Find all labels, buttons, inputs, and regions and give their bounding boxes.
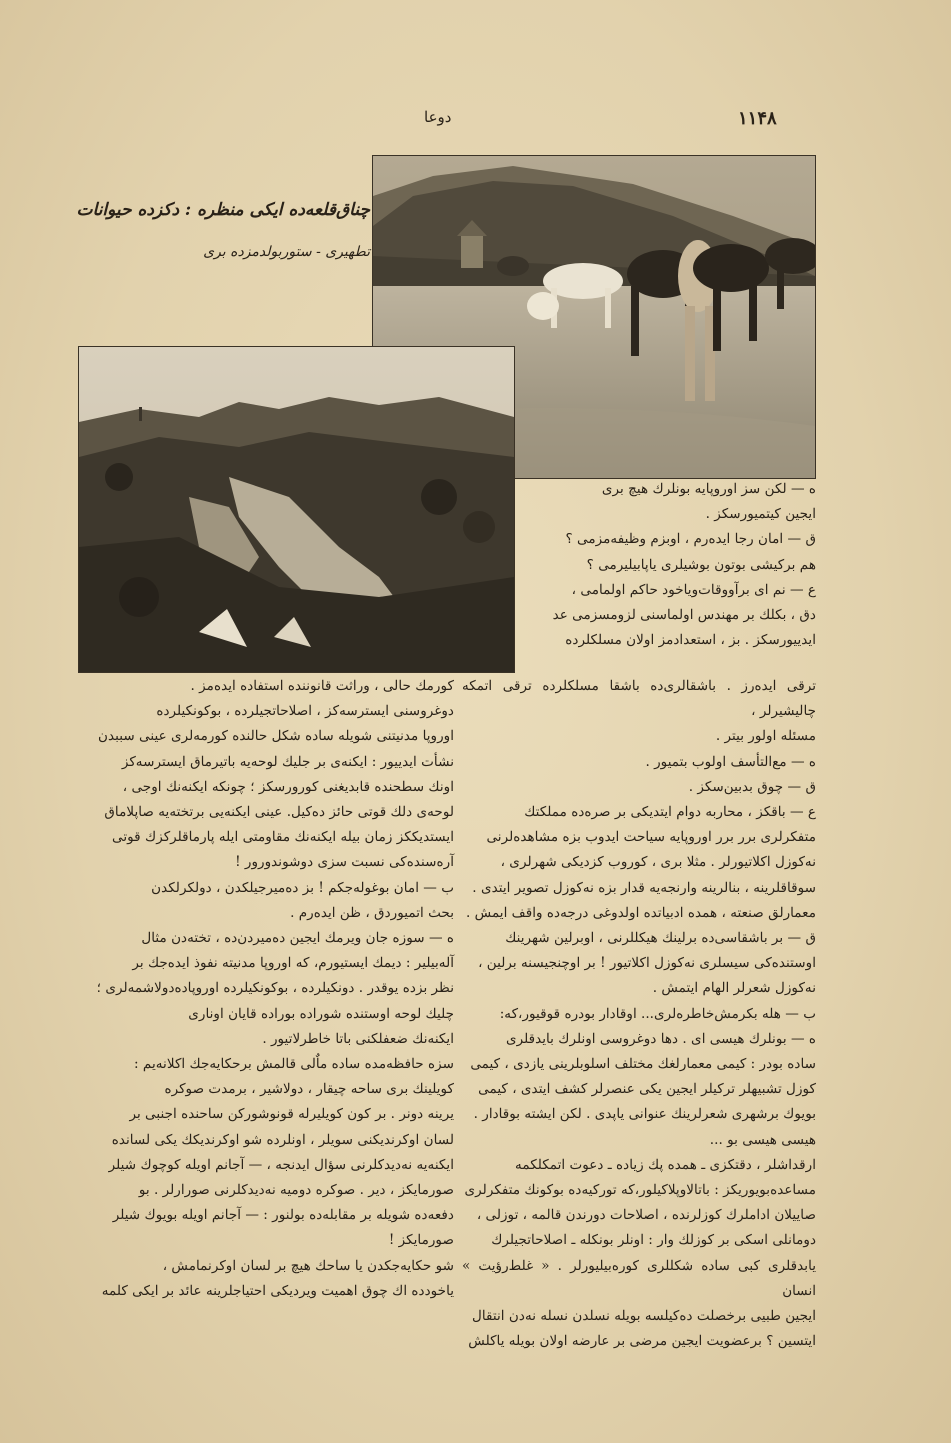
text-line: ب — هله بکرمش‌خاطره‌لری... اوقادار بودره قوقیور،که:: [499, 1005, 816, 1022]
text-line: کوزل تشبیهلر ترکیلر ایجین یکی عنصرلر کشف ایتدی ، کیمی: [478, 1081, 816, 1098]
text-line: ع — باقکز ، محاربه دوام ایتدیکی بر صره‌ده مملکتك: [524, 804, 816, 821]
photo-caption-subtitle: تطهیری - ستوربولدمزده بری: [203, 244, 370, 260]
text-line: معمارلق صنعته ، همده ادبیاتده اولدوغی درجه‌ده واقف ایمش .: [465, 904, 816, 921]
text-line: ایتسین ؟ برعضویت ایجین مرضی بر عارضه اولان بویله یاکلش: [468, 1333, 816, 1350]
text-line: هیسی هیسی بو ...: [709, 1131, 816, 1148]
text-line: یاخودده اك چوق اهمیت ویردیکی احتیاجلرینه عائد بر ایکی کلمه: [101, 1282, 454, 1299]
text-line: بویوك برشهری شعرلرینك عنوانی یاپدی . لکن ایشته بوقادار .: [473, 1106, 816, 1123]
text-line: ق — امان رجا ایدەرم ، اوبزم وظیفەمزمی ؟: [565, 531, 816, 548]
right-column-top: [516, 477, 816, 653]
text-line: دق ، بکلك بر مهندس اولماسنی لزومسزمی عد: [552, 607, 816, 624]
text-line: نشأت ایدییور : ایکنه‌ی بر جلیك لوحه‌یه باتیرماق ایسترسه‌کز: [121, 753, 454, 770]
text-line: کویلینك بری ساحه چیقار ، دولاشیر ، برمدت صوکره: [164, 1081, 454, 1098]
text-line: مسئله اولور بیتر .: [715, 728, 816, 745]
text-line: ترقی ایده‌رز . باشقالری‌ده باشقا مسلکلرده ترقی اتمکه چالیشیرلر ،: [462, 678, 816, 720]
text-line: شو حکایەجکدن یا ساحك هیچ بر لسان اوکرنمامش ،: [162, 1257, 454, 1274]
text-line: یرینه دونر . بر کون کویلیرله قونوشورکن ساحنده اجنبی بر: [129, 1106, 454, 1123]
text-line: ع — نم ای برآووقات‌ویاخود حاکم اولمامی ،: [571, 581, 816, 598]
text-line: ایدییورسکز . بز ، استعدادمز اولان مسلکلرده: [565, 632, 816, 649]
text-line: نه‌کوزل شعرلر الهام ایتمش .: [652, 980, 816, 997]
text-line: هم برکیشی بوتون بوشیلری یاپابیلیرمی ؟: [586, 556, 816, 573]
text-line: اوروپا مدنیتنی شویله ساده شکل حالنده کورمه‌لری عینی سببدن: [98, 728, 454, 745]
text-line: متفکرلری برر برر اوروپایه سیاحت ایدوب بزه مشاهده‌لرنی: [486, 829, 816, 846]
text-line: لوحه‌ی دلك قوتی حائز ده‌کیل. عینی ایکنه‌یی برتخته‌یه صاپلاماق: [104, 804, 454, 821]
text-line: ب — امان بوغولەجکم ! بز دەمیرجیلکدن ، دولکرلکدن: [151, 879, 454, 896]
text-line: سوقاقلرینه ، بنالرینه وارنجه‌یه قدار بزه نه‌کوزل تصویر ایتدی .: [472, 879, 816, 896]
text-line: صورمایکز ، دیر . صوکره دومیه نه‌دیدکلرنی صورارلر . بو: [138, 1182, 454, 1199]
text-line: ایجین کیتمیورسکز .: [705, 506, 816, 523]
text-line: اونك سطحنده قابدیغنی کورورسکز ؛ چونکه ایکنه‌نك اوجی ،: [122, 778, 454, 795]
right-column: [462, 674, 816, 1354]
text-line: ساده بودر : کیمی معمارلغك مختلف اسلوبلرینی یازدی ، کیمی: [470, 1056, 816, 1073]
text-line: صاییلان اداملرك کوزلرنده ، اصلاحات دورندن قالمه ، توزلی ،: [476, 1207, 816, 1224]
text-line: لسان اوکرندیکنی سویلر ، اونلرده شو اوکرندیکك یکی لسانده: [111, 1131, 454, 1148]
text-line: نظر بزده یوقدر . دونکیلرده ، بوکونکیلرده اوروپاده‌دولاشمه‌لری ؛: [96, 980, 454, 997]
journal-name: دوعا: [424, 108, 452, 126]
text-line: ه — سوزه جان ویرمك ایجین ده‌میردن‌ده ، تخته‌دن مثال: [141, 930, 454, 947]
text-line: یابدقلری کبی ساده شکللری کوره‌بیلیورلر . « غلط‌رؤیت » انسان: [462, 1257, 816, 1299]
text-line: ق — چوق بدبین‌سکز .: [688, 778, 816, 795]
page-number: ۱۱۴۸: [738, 108, 777, 129]
text-line: ه — لکن سز اوروپایه بونلرك هیچ بری: [601, 481, 816, 497]
text-line: ارقداشلر ، دقتکزی ـ همده پك زیاده ـ دعوت اتمکلکمه: [515, 1156, 816, 1173]
text-line: آره‌سنده‌کی نسبت سزی دوشوندورور !: [235, 854, 454, 871]
hillside-camp-photo: [78, 346, 515, 673]
text-line: ایکنه‌نك ضعفلکنی باتا خاطرلاتیور .: [262, 1030, 454, 1047]
text-line: دومانلی اسکی بر کوزلك وار : اونلر بونکله ـ اصلاحاتجیلرك: [491, 1232, 816, 1249]
text-line: ه — بونلرك هیسی ای . دها دوغروسی اونلرك بایدقلری: [505, 1030, 816, 1047]
text-line: دوغروسنی ایسترسه‌کز ، اصلاحاتجیلرده ، بوکونکیلرده: [156, 703, 454, 720]
text-line: سزه حافظه‌مده ساده ماٌلی قالمش برحکایه‌جك اکلانه‌یم :: [134, 1056, 454, 1073]
text-line: ه — مع‌التأسف اولوب بتمیور .: [645, 753, 816, 770]
text-line: ایستدیککز زمان بیله ایکنه‌نك مقاومتی ایله پارماقلرکزك قوتی: [112, 829, 454, 846]
text-line: نه‌کوزل اکلاتیورلر . مثلا بری ، کوروب کزدیکی شهرلری ،: [500, 854, 816, 871]
text-line: مساعده‌بویوریکز : باتالاوپلاکیلور،که تورکیه‌ده بوکونك متفکرلری: [464, 1182, 816, 1199]
text-line: صورمایکز !: [388, 1232, 454, 1249]
photo-caption-title: چناق‌قلعه‌ده ایکی منظره : دکزده حیوانات: [76, 200, 370, 220]
text-line: ق — بر باشقاسی‌ده برلینك هیکللرنی ، اوبرلین شهرینك: [505, 930, 816, 947]
text-line: کورمك حالی ، وراثت قانوننده استفاده ایده‌مز .: [190, 678, 454, 694]
left-column: [86, 674, 454, 1304]
text-line: آله‌بیلیر : دیمك ایستیورم، که اوروپا مدنیته نفوذ ایده‌جك بر: [132, 955, 454, 972]
text-line: چلیك لوحه اوستنده شوراده بوراده قایان اوناری: [188, 1005, 454, 1022]
text-line: بحث اتمیوردق ، ظن ایدەرم .: [290, 904, 454, 921]
text-line: ایکنه‌یه نه‌دیدکلرنی سؤال ایدنجه ، — آجانم اویله کوچوك شیلر: [108, 1156, 454, 1173]
text-line: دفعه‌ده شویله بر مقابلەده بولنور : — آجانم اویله بویوك شیلر: [112, 1207, 454, 1224]
text-line: اوستنده‌کی سیسلری نه‌کوزل اکلاتیور ! بر اوچنجیسنه برلین ،: [478, 955, 816, 972]
text-line: ایجین طبیی برخصلت ده‌کیلسه بویله نسلدن نسله نه‌دن انتقال: [472, 1308, 816, 1325]
